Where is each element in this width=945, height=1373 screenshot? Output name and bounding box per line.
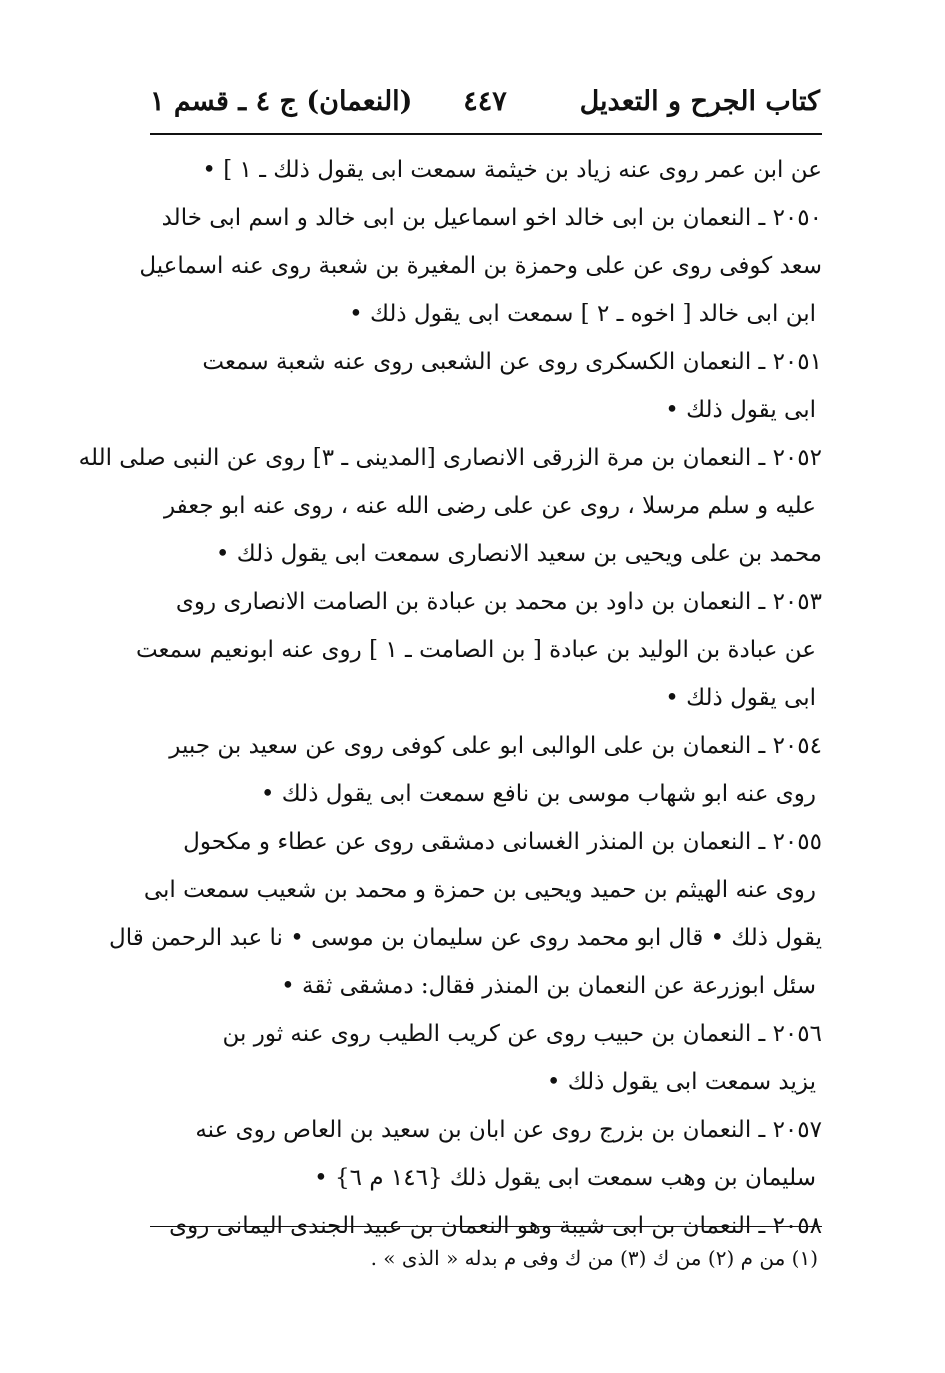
text-line: عليه و سلم مرسلا ، روى عن على رضى الله عنه ، روى عنه ابو جعفر [163,493,816,519]
entry-2052: ٢٠٥٢ ـ النعمان بن مرة الزرقى الانصارى [المدينى ـ ٣] روى عن النبى صلى الله [78,445,822,471]
main-text [78,146,822,1250]
text-line: سعد كوفى روى عن على وحمزة بن المغيرة بن شعبة روى عنه اسماعيل [139,253,822,279]
entry-2051: ٢٠٥١ ـ النعمان الكسكرى روى عن الشعبى روى عنه شعبة سمعت [202,349,822,375]
text-line: ابى يقول ذلك • [665,397,816,423]
entry-2058: ٢٠٥٨ ـ النعمان بن ابى شيبة وهو النعمان بن عبيد الجندى اليمانى روى [169,1213,822,1239]
text-line: سئل ابوزرعة عن النعمان بن المنذر فقال: دمشقى ثقة • [281,973,816,999]
entry-2054: ٢٠٥٤ ـ النعمان بن على الوالبى ابو على كوفى روى عن سعيد بن جبير [169,733,822,759]
header-rule [150,133,822,135]
footnote-rule [150,1226,822,1227]
text-line: روى عنه ابو شهاب موسى بن نافع سمعت ابى يقول ذلك • [260,781,816,807]
page-number: ٤٤٧ [463,86,507,117]
entry-2056: ٢٠٥٦ ـ النعمان بن حبيب روى عن كريب الطيب روى عنه ثور بن [222,1021,822,1047]
text-line: يزيد سمعت ابى يقول ذلك • [546,1069,816,1095]
text-line: عن عبادة بن الوليد بن عبادة [ بن الصامت ـ ١ ] روى عنه ابونعيم سمعت [135,637,816,663]
entry-2053: ٢٠٥٣ ـ النعمان بن داود بن محمد بن عبادة بن الصامت الانصارى روى [175,589,822,615]
entry-2050: ٢٠٥٠ ـ النعمان بن ابى خالد اخو اسماعيل بن ابى خالد و اسم ابى خالد [161,205,822,231]
book-title: كتاب الجرح و التعديل [579,86,820,117]
text-line: ابن ابى خالد [ اخوه ـ ٢ ] سمعت ابى يقول ذلك • [349,301,816,327]
text-line: سليمان بن وهب سمعت ابى يقول ذلك {١٤٦ م ٦} • [314,1165,816,1191]
text-line: عن ابن عمر روى عنه زياد بن خيثمة سمعت ابى يقول ذلك ـ ١ ] • [202,157,822,183]
text-line: روى عنه الهيثم بن حميد ويحيى بن حمزة و محمد بن شعيب سمعت ابى [143,877,816,903]
entry-2057: ٢٠٥٧ ـ النعمان بن بزرج روى عن ابان بن سعيد بن العاص روى عنه [195,1117,822,1143]
entry-2055: ٢٠٥٥ ـ النعمان بن المنذر الغسانى دمشقى روى عن عطاء و مكحول [183,829,822,855]
running-header [150,78,820,128]
text-line: ابى يقول ذلك • [665,685,816,711]
text-line: يقول ذلك • قال ابو محمد روى عن سليمان بن موسى • نا عبد الرحمن قال [109,925,822,951]
footnote: (١) من م (٢) من ك (٣) من ك وفى م بدله « الذى » . [370,1246,818,1270]
volume-info: (النعمان) ج ٤ ـ قسم ١ [150,86,413,117]
text-line: محمد بن على ويحيى بن سعيد الانصارى سمعت ابى يقول ذلك • [215,541,822,567]
